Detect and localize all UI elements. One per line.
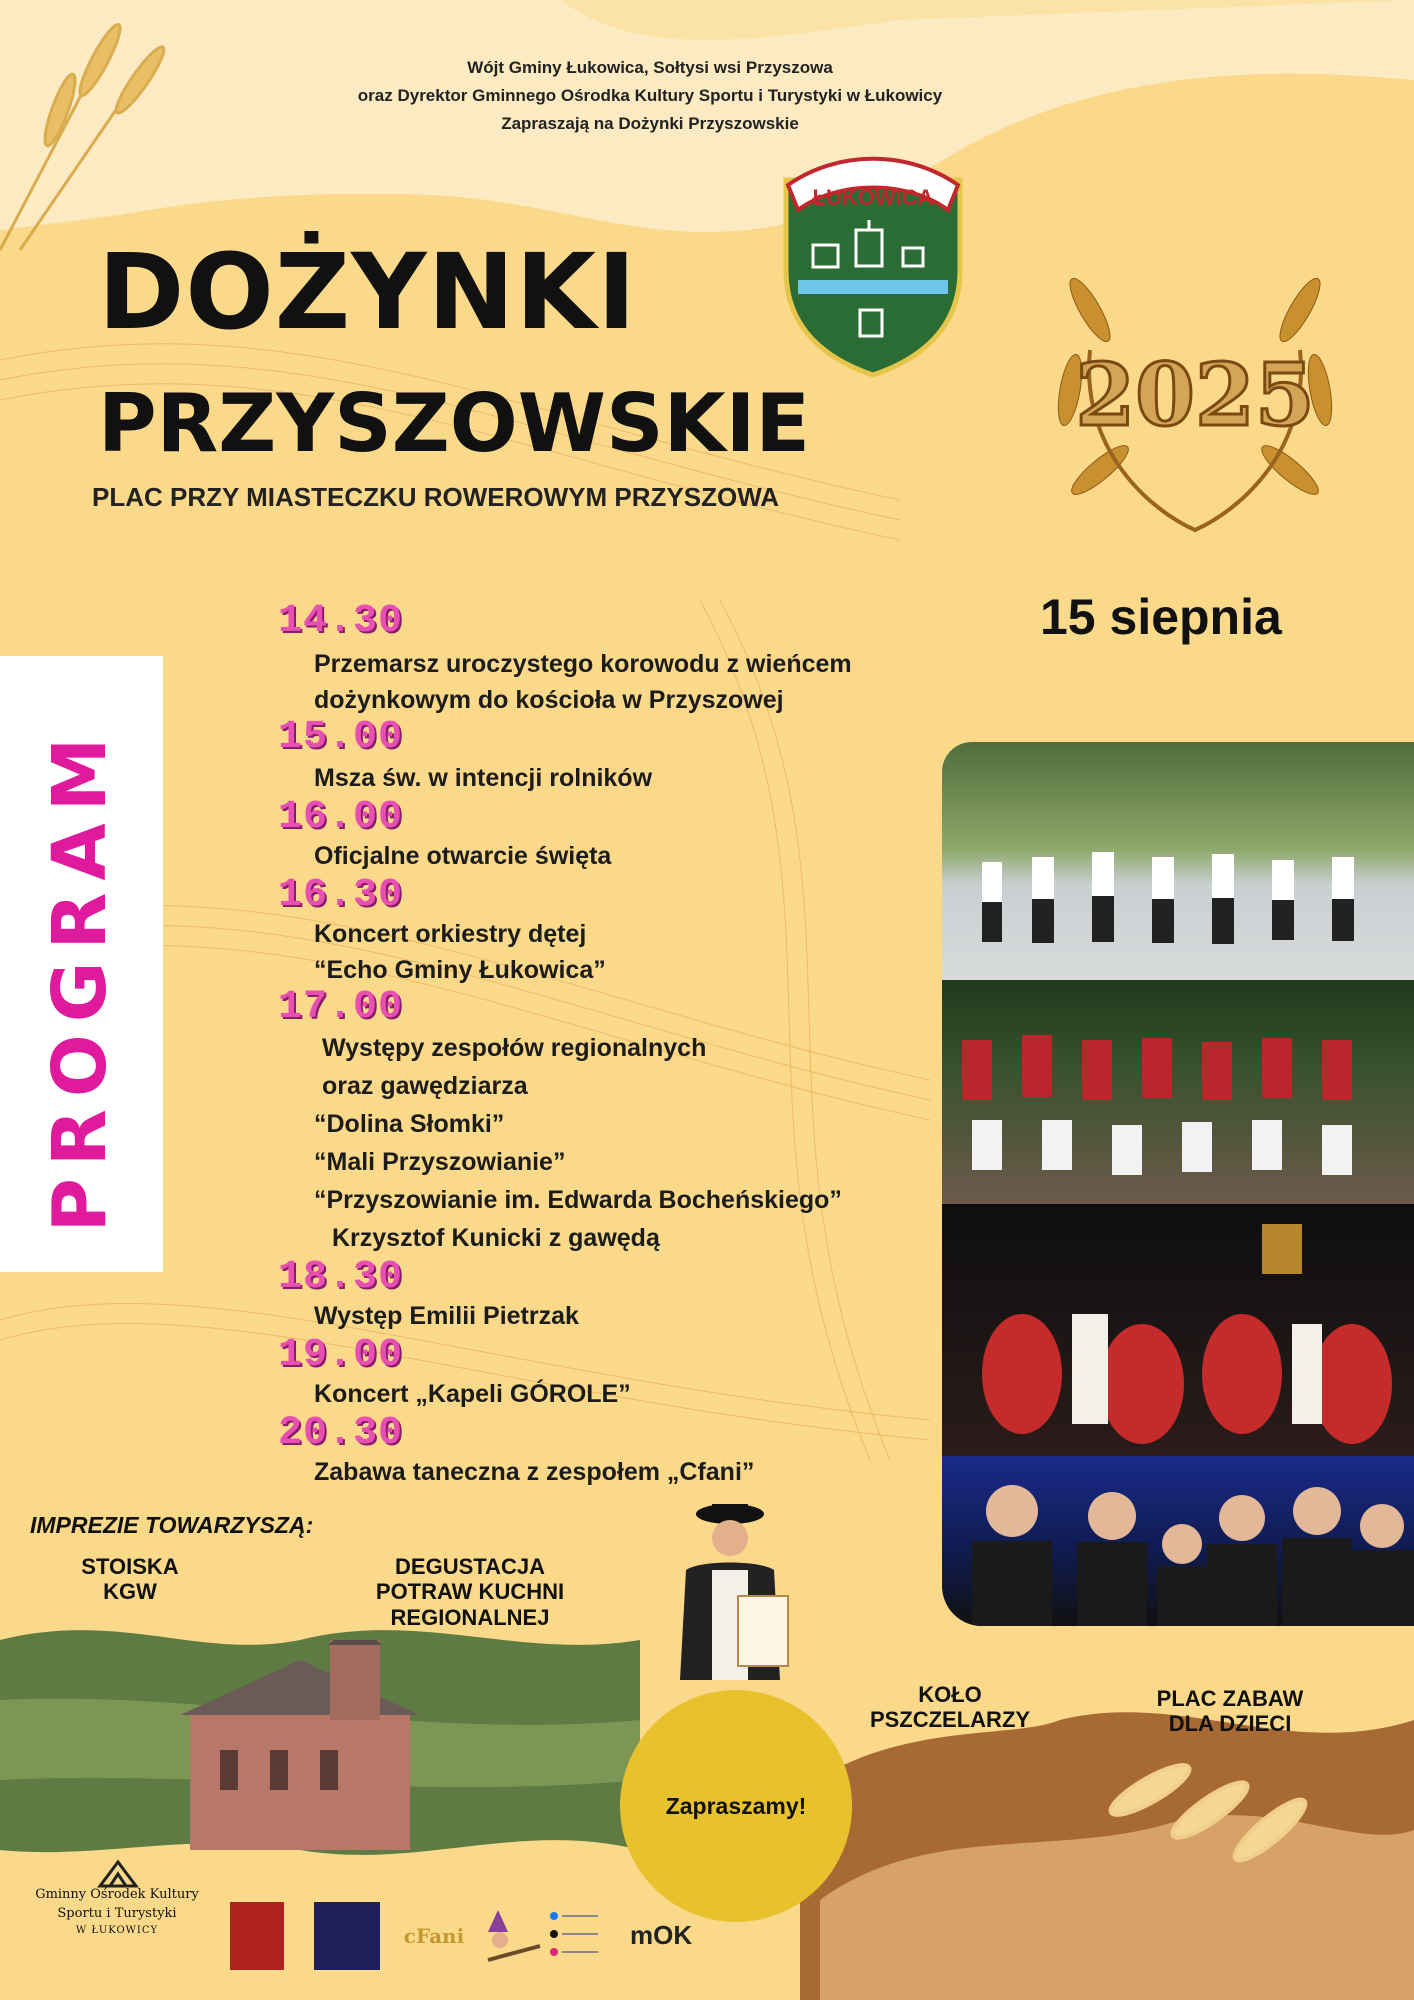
church-photo: [150, 1640, 470, 1850]
program-time: 16.30: [278, 873, 404, 918]
program-time: 17.00: [278, 985, 404, 1030]
crest-label: ŁUKOWICA: [812, 185, 934, 210]
program-line: “Dolina Słomki”: [314, 1110, 505, 1138]
program-line: Koncert „Kapeli GÓROLE”: [314, 1380, 631, 1408]
dolina-slomki-logo: [230, 1902, 284, 1970]
program-line: “Przyszowianie im. Edwarda Bocheńskiego”: [314, 1186, 842, 1214]
invite-circle: [620, 1690, 852, 1922]
lukowica-crest-icon: [778, 150, 968, 380]
program-line: Występ Emilii Pietrzak: [314, 1302, 579, 1330]
program-heading-box: [0, 656, 163, 1272]
program-heading: PROGRAM: [37, 725, 123, 1233]
program-time: 18.30: [278, 1255, 404, 1300]
label-degustacja: DEGUSTACJA POTRAW KUCHNI REGIONALNEJ: [375, 1554, 565, 1630]
photo-stage-dance: [942, 1204, 1414, 1456]
header-line-3: Zapraszają na Dożynki Przyszowskie: [501, 114, 799, 133]
event-date: 15 siepnia: [1040, 589, 1282, 645]
wheat-wreath-2025: [1030, 250, 1360, 550]
header-line-2: oraz Dyrektor Gminnego Ośrodka Kultury Sportu i Turystyki w Łukowicy: [357, 86, 943, 105]
event-title-line2: PRZYSZOWSKIE: [98, 377, 811, 470]
program-line: Występy zespołów regionalnych: [322, 1034, 707, 1062]
invite-text: Zapraszamy!: [665, 1792, 807, 1819]
accompanying-heading: IMPREZIE TOWARZYSZĄ:: [30, 1512, 314, 1538]
program-time: 19.00: [278, 1333, 404, 1378]
gokst-logo-text: Gminny Ośrodek Kultury Sportu i Turystyki W ŁUKOWICY: [35, 1887, 199, 1936]
program-time: 16.00: [278, 795, 404, 840]
program-line: Msza św. w intencji rolników: [314, 764, 653, 792]
label-kolo-pszczelarzy: KOŁO PSZCZELARZY: [869, 1682, 1031, 1733]
program-line: “Echo Gminy Łukowica”: [314, 956, 606, 984]
program-line: “Mali Przyszowianie”: [314, 1148, 566, 1176]
event-title-line1: DOŻYNKI: [98, 231, 637, 353]
header-line-1: Wójt Gminy Łukowica, Sołtysi wsi Przyszowa: [467, 58, 833, 77]
photo-folk-group: [942, 980, 1414, 1204]
label-plac-zabaw: PLAC ZABAW DLA DZIECI: [1156, 1686, 1304, 1737]
house-logo-icon: [96, 1856, 140, 1890]
program-line: Krzysztof Kunicki z gawędą: [332, 1224, 660, 1252]
program-time: 14.30: [278, 599, 404, 644]
program-line: oraz gawędziarza: [322, 1072, 528, 1100]
year-label: 2025: [1075, 345, 1315, 446]
photo-brass-band: [942, 742, 1414, 980]
mok-logo: mOK: [630, 1920, 693, 1950]
program-line: Przemarsz uroczystego korowodu z wieńcem: [314, 650, 852, 678]
przyszowianie-logo: [314, 1902, 380, 1970]
program-time: 15.00: [278, 715, 404, 760]
cfani-logo: cFani: [403, 1924, 465, 1948]
program-line: dożynkowym do kościoła w Przyszowej: [314, 686, 784, 714]
witch-logo-icon: [484, 1906, 544, 1966]
program-time: 20.30: [278, 1411, 404, 1456]
event-venue: PLAC PRZY MIASTECZKU ROWEROWYM PRZYSZOWA: [92, 482, 780, 512]
photo-band-gorole: [942, 1456, 1414, 1626]
label-stoiska-kgw: STOISKA KGW: [81, 1554, 179, 1605]
storyteller-photo: [650, 1500, 810, 1680]
program-line: Oficjalne otwarcie święta: [314, 842, 612, 870]
program-line: Zabawa taneczna z zespołem „Cfani”: [314, 1458, 755, 1486]
social-logos-icon: [548, 1908, 618, 1964]
program-line: Koncert orkiestry dętej: [314, 920, 587, 948]
